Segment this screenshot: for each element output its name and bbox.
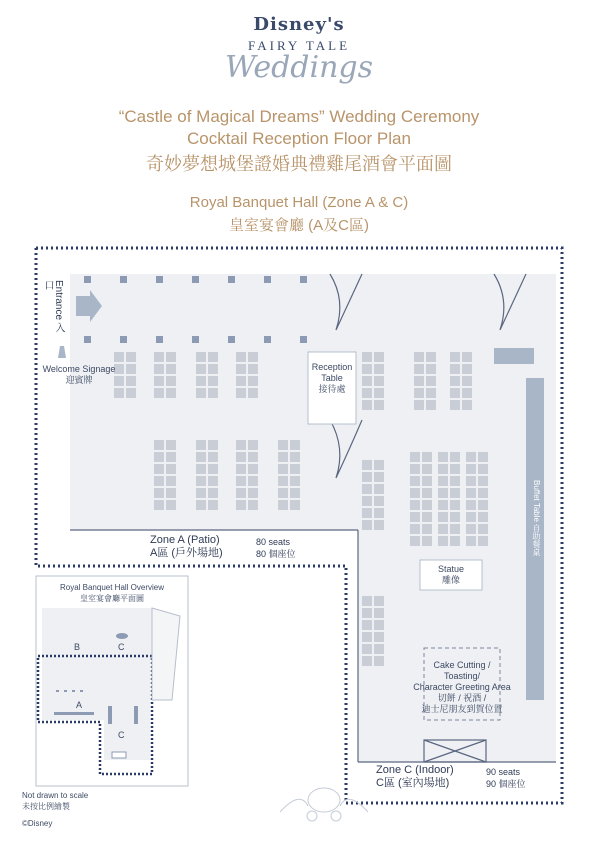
banquet-table xyxy=(438,512,448,522)
banquet-table xyxy=(154,376,164,386)
banquet-table xyxy=(374,460,384,470)
page-title-line2: Cocktail Reception Floor Plan xyxy=(187,129,411,148)
banquet-table xyxy=(166,352,176,362)
banquet-table xyxy=(278,500,288,510)
banquet-table xyxy=(236,388,246,398)
banquet-table xyxy=(362,352,372,362)
banquet-table xyxy=(154,464,164,474)
banquet-table xyxy=(208,464,218,474)
banquet-table xyxy=(208,440,218,450)
banquet-table xyxy=(374,496,384,506)
carriage-decoration-icon xyxy=(280,788,368,821)
banquet-table xyxy=(278,464,288,474)
banquet-table xyxy=(154,364,164,374)
banquet-table xyxy=(426,400,436,410)
banquet-table xyxy=(196,452,206,462)
banquet-table xyxy=(166,364,176,374)
banquet-table xyxy=(208,388,218,398)
banquet-table xyxy=(362,484,372,494)
banquet-table xyxy=(248,452,258,462)
banquet-table xyxy=(196,464,206,474)
banquet-table xyxy=(450,376,460,386)
banquet-table xyxy=(196,476,206,486)
banquet-table xyxy=(196,376,206,386)
banquet-table xyxy=(154,476,164,486)
banquet-table xyxy=(126,364,136,374)
banquet-table xyxy=(166,500,176,510)
banquet-table xyxy=(278,440,288,450)
banquet-table xyxy=(236,352,246,362)
banquet-table xyxy=(410,524,420,534)
banquet-table xyxy=(126,352,136,362)
overview-title: Royal Banquet Hall Overview 皇室宴會廳平面圖 xyxy=(59,583,165,603)
banquet-table xyxy=(438,488,448,498)
banquet-table xyxy=(154,500,164,510)
banquet-table xyxy=(414,364,424,374)
banquet-table xyxy=(362,364,372,374)
banquet-table xyxy=(208,352,218,362)
banquet-table xyxy=(114,388,124,398)
banquet-table xyxy=(410,488,420,498)
banquet-table xyxy=(478,488,488,498)
banquet-table xyxy=(236,364,246,374)
banquet-table xyxy=(290,500,300,510)
banquet-table xyxy=(196,500,206,510)
welcome-signage-label: Welcome Signage 迎賓牌 xyxy=(42,364,116,385)
zone-c-label: Zone C (Indoor) C區 (室內場地) xyxy=(376,764,454,789)
banquet-table xyxy=(362,656,372,666)
banquet-table xyxy=(166,476,176,486)
banquet-table xyxy=(196,440,206,450)
overview-zone-b xyxy=(42,608,152,660)
banquet-table xyxy=(290,440,300,450)
banquet-table xyxy=(236,376,246,386)
banquet-table xyxy=(410,500,420,510)
zone-a-label: Zone A (Patio) A區 (戶外場地) xyxy=(150,534,223,559)
banquet-table xyxy=(450,524,460,534)
weddings-logo-script: Weddings xyxy=(224,50,374,85)
zone-a-seats: 80 seats 80 個座位 xyxy=(256,537,296,559)
banquet-table xyxy=(450,400,460,410)
banquet-table xyxy=(374,632,384,642)
buffet-side-table xyxy=(494,348,534,364)
banquet-table xyxy=(290,476,300,486)
banquet-table xyxy=(236,440,246,450)
banquet-table xyxy=(422,524,432,534)
banquet-table xyxy=(208,364,218,374)
banquet-table xyxy=(450,500,460,510)
banquet-table xyxy=(362,596,372,606)
banquet-table xyxy=(166,452,176,462)
banquet-table xyxy=(278,476,288,486)
banquet-table xyxy=(374,508,384,518)
banquet-table xyxy=(414,388,424,398)
banquet-table xyxy=(208,376,218,386)
banquet-table xyxy=(374,484,384,494)
page-title-chinese: 奇妙夢想城堡證婚典禮雞尾酒會平面圖 xyxy=(146,154,452,174)
banquet-table xyxy=(196,388,206,398)
banquet-table xyxy=(166,488,176,498)
banquet-table xyxy=(466,452,476,462)
banquet-table xyxy=(478,476,488,486)
banquet-table xyxy=(422,500,432,510)
banquet-table xyxy=(154,352,164,362)
scale-note: Not drawn to scale 未按比例繪製 xyxy=(22,791,89,811)
banquet-table xyxy=(236,452,246,462)
banquet-table xyxy=(362,644,372,654)
reception-table-label: Reception Table 接待處 xyxy=(311,362,353,394)
banquet-table xyxy=(462,376,472,386)
zone-c-seats: 90 seats 90 個座位 xyxy=(486,767,526,789)
banquet-table xyxy=(410,536,420,546)
copyright: ©Disney xyxy=(22,819,53,828)
banquet-table xyxy=(154,388,164,398)
buffet-table-label: Buffet Table 自助餐桌 xyxy=(532,480,541,557)
hall-name-english: Royal Banquet Hall (Zone A & C) xyxy=(189,194,409,211)
banquet-table xyxy=(438,500,448,510)
banquet-table xyxy=(466,536,476,546)
banquet-table xyxy=(208,500,218,510)
banquet-table xyxy=(374,364,384,374)
banquet-table xyxy=(374,596,384,606)
banquet-table xyxy=(438,524,448,534)
banquet-table xyxy=(410,464,420,474)
banquet-table xyxy=(248,440,258,450)
banquet-table xyxy=(466,464,476,474)
banquet-table xyxy=(462,388,472,398)
banquet-table xyxy=(166,440,176,450)
banquet-table xyxy=(126,376,136,386)
banquet-table xyxy=(248,464,258,474)
banquet-table xyxy=(208,452,218,462)
overview-fountain-icon xyxy=(116,633,128,639)
banquet-table xyxy=(374,608,384,618)
banquet-table xyxy=(196,364,206,374)
banquet-table xyxy=(236,464,246,474)
banquet-table xyxy=(290,452,300,462)
banquet-table xyxy=(114,352,124,362)
statue-label: Statue 雕像 xyxy=(437,564,465,585)
banquet-table xyxy=(374,376,384,386)
banquet-table xyxy=(374,400,384,410)
banquet-table xyxy=(208,488,218,498)
fairy-tale-logo-text: FAIRY TALE xyxy=(247,38,351,53)
banquet-table xyxy=(374,388,384,398)
banquet-table xyxy=(374,352,384,362)
overview-label-c-top: C xyxy=(118,642,125,652)
banquet-table xyxy=(166,376,176,386)
welcome-signage-icon xyxy=(58,346,66,358)
banquet-table xyxy=(248,352,258,362)
banquet-table xyxy=(426,352,436,362)
banquet-table xyxy=(362,460,372,470)
banquet-table xyxy=(154,452,164,462)
banquet-table xyxy=(462,400,472,410)
banquet-table xyxy=(462,364,472,374)
banquet-table xyxy=(362,388,372,398)
banquet-table xyxy=(410,452,420,462)
banquet-table xyxy=(362,632,372,642)
banquet-table xyxy=(290,488,300,498)
banquet-table xyxy=(374,620,384,630)
banquet-table xyxy=(478,500,488,510)
banquet-table xyxy=(414,376,424,386)
banquet-table xyxy=(422,488,432,498)
entrance-label: Entrance 入口 xyxy=(42,280,64,333)
banquet-table xyxy=(248,476,258,486)
banquet-table xyxy=(410,476,420,486)
banquet-table xyxy=(290,464,300,474)
banquet-table xyxy=(466,512,476,522)
banquet-table xyxy=(278,452,288,462)
hall-name-chinese: 皇室宴會廳 (A及C區) xyxy=(229,217,369,234)
banquet-table xyxy=(248,364,258,374)
banquet-table xyxy=(422,536,432,546)
overview-label-a: A xyxy=(76,700,83,710)
banquet-table xyxy=(450,512,460,522)
banquet-table xyxy=(362,376,372,386)
banquet-table xyxy=(466,476,476,486)
banquet-table xyxy=(450,388,460,398)
banquet-table xyxy=(466,524,476,534)
banquet-table xyxy=(450,452,460,462)
banquet-table xyxy=(478,524,488,534)
banquet-table xyxy=(422,452,432,462)
banquet-table xyxy=(414,400,424,410)
banquet-table xyxy=(426,364,436,374)
banquet-table xyxy=(374,644,384,654)
banquet-table xyxy=(374,520,384,530)
banquet-table xyxy=(450,364,460,374)
overview-label-c-bottom: C xyxy=(118,730,125,740)
banquet-table xyxy=(450,476,460,486)
banquet-table xyxy=(154,488,164,498)
overview-label-b: B xyxy=(74,642,81,652)
banquet-table xyxy=(410,512,420,522)
banquet-table xyxy=(414,352,424,362)
banquet-table xyxy=(362,620,372,630)
banquet-table xyxy=(278,488,288,498)
disney-logo-brand: Disney's xyxy=(253,14,345,35)
cake-cutting-label: Cake Cutting / Toasting/ Character Greeting Area 切餅 / 祝酒 / 迪士尼朋友到賀位置 xyxy=(413,660,511,714)
banquet-table xyxy=(154,440,164,450)
banquet-table xyxy=(196,352,206,362)
banquet-table xyxy=(362,400,372,410)
banquet-table xyxy=(462,352,472,362)
banquet-table xyxy=(450,352,460,362)
banquet-table xyxy=(196,488,206,498)
banquet-table xyxy=(374,472,384,482)
banquet-table xyxy=(422,464,432,474)
banquet-table xyxy=(208,476,218,486)
banquet-table xyxy=(362,608,372,618)
banquet-table xyxy=(362,472,372,482)
banquet-table xyxy=(236,500,246,510)
banquet-table xyxy=(362,496,372,506)
banquet-table xyxy=(438,536,448,546)
banquet-table xyxy=(478,512,488,522)
banquet-table xyxy=(126,388,136,398)
banquet-table xyxy=(450,464,460,474)
banquet-table xyxy=(362,520,372,530)
banquet-table xyxy=(236,488,246,498)
banquet-table xyxy=(466,500,476,510)
banquet-table xyxy=(248,500,258,510)
banquet-table xyxy=(166,464,176,474)
banquet-table xyxy=(426,376,436,386)
banquet-table xyxy=(422,476,432,486)
banquet-table xyxy=(422,512,432,522)
banquet-table xyxy=(236,476,246,486)
banquet-table xyxy=(166,388,176,398)
page-title-line1: “Castle of Magical Dreams” Wedding Ceremony xyxy=(118,107,480,126)
banquet-table xyxy=(362,508,372,518)
banquet-table xyxy=(248,376,258,386)
banquet-table xyxy=(478,464,488,474)
banquet-table xyxy=(450,488,460,498)
banquet-table xyxy=(248,388,258,398)
banquet-table xyxy=(438,452,448,462)
banquet-table xyxy=(478,536,488,546)
banquet-table xyxy=(374,656,384,666)
banquet-table xyxy=(438,464,448,474)
banquet-table xyxy=(466,488,476,498)
banquet-table xyxy=(426,388,436,398)
banquet-table xyxy=(248,488,258,498)
banquet-table xyxy=(450,536,460,546)
banquet-table xyxy=(478,452,488,462)
banquet-table xyxy=(438,476,448,486)
